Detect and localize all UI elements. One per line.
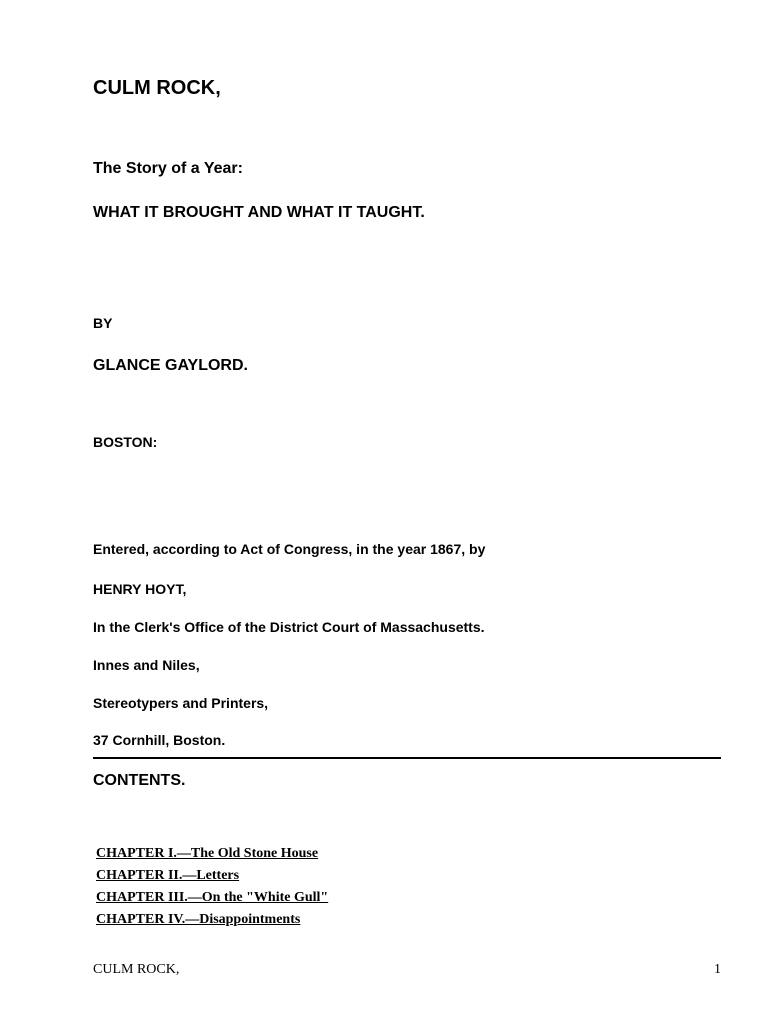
author-name: GLANCE GAYLORD. bbox=[93, 357, 248, 374]
copyright-line: Entered, according to Act of Congress, in the year 1867, by bbox=[93, 541, 486, 557]
toc-item bbox=[96, 911, 328, 933]
toc-link-chapter-4[interactable]: CHAPTER IV.—Disappointments bbox=[96, 912, 301, 927]
publication-place: BOSTON: bbox=[93, 434, 158, 450]
table-of-contents bbox=[96, 845, 328, 933]
book-title: CULM ROCK, bbox=[93, 77, 221, 99]
page-number: 1 bbox=[714, 962, 721, 977]
copyright-holder: HENRY HOYT, bbox=[93, 581, 187, 597]
printer-address: 37 Cornhill, Boston. bbox=[93, 732, 226, 748]
toc-link-chapter-2[interactable]: CHAPTER II.—Letters bbox=[96, 868, 240, 883]
printer-name: Innes and Niles, bbox=[93, 657, 200, 673]
footer-title: CULM ROCK, bbox=[93, 962, 180, 977]
toc-item bbox=[96, 845, 328, 867]
section-divider bbox=[93, 757, 721, 759]
by-label: BY bbox=[93, 315, 113, 331]
contents-heading: CONTENTS. bbox=[93, 772, 186, 789]
toc-link-chapter-3[interactable]: CHAPTER III.—On the "White Gull" bbox=[96, 890, 329, 905]
book-subtitle: The Story of a Year: bbox=[93, 160, 243, 177]
toc-item bbox=[96, 889, 328, 911]
toc-item bbox=[96, 867, 328, 889]
copyright-office: In the Clerk's Office of the District Court of Massachusetts. bbox=[93, 619, 485, 635]
book-subtitle-2: WHAT IT BROUGHT AND WHAT IT TAUGHT. bbox=[93, 204, 425, 221]
toc-link-chapter-1[interactable]: CHAPTER I.—The Old Stone House bbox=[96, 846, 319, 861]
printer-role: Stereotypers and Printers, bbox=[93, 695, 269, 711]
